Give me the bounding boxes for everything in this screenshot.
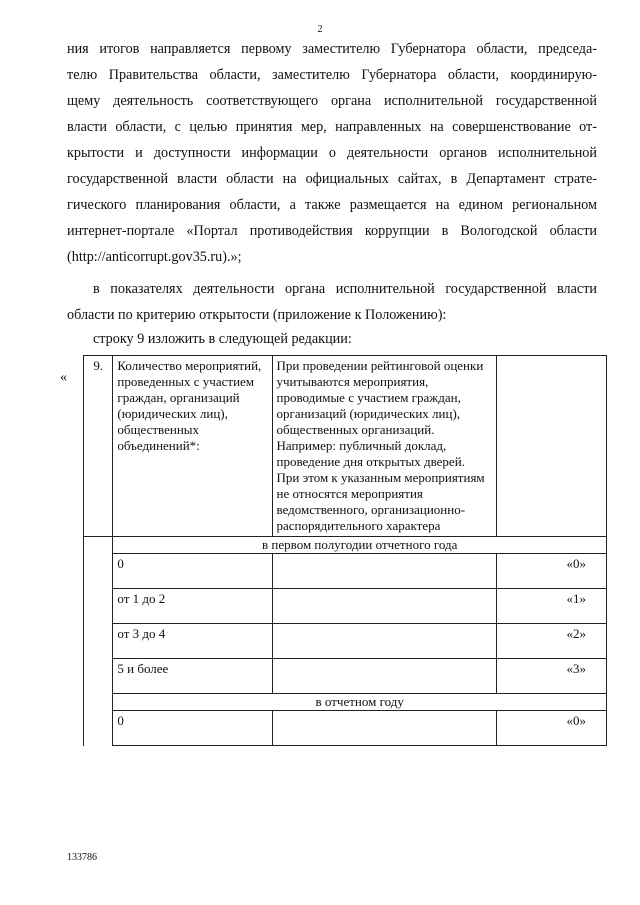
empty-number-cell — [84, 537, 113, 554]
table-section-row — [84, 537, 607, 554]
option-score: «1» — [496, 589, 607, 624]
text-line: крытости и доступности информации о деятельности органов исполнительной — [67, 145, 597, 161]
paragraph-report-results — [67, 36, 597, 270]
text-line: гического планирования области, а также размещается на едином региональном — [67, 197, 597, 213]
text-line: щему деятельность соответствующего органа исполнительной государственной — [67, 93, 597, 109]
description-text: При этом к указанным мероприятиям не относятся мероприятия ведомственного, организационно-распорядительного характера — [276, 470, 485, 533]
table-row — [84, 589, 607, 624]
indicator-name-cell: Количество мероприятий, проведенных с участием граждан, организаций (юридических лиц), общественных объединений*: — [113, 356, 272, 537]
empty-number-cell — [84, 589, 113, 624]
description-cell — [272, 356, 496, 537]
text-line: интернет-портале «Портал противодействия коррупции в Вологодской области — [67, 223, 597, 239]
page-number: 2 — [317, 24, 323, 35]
section-title: в первом полугодии отчетного года — [113, 537, 607, 554]
empty-number-cell — [84, 659, 113, 694]
table-row — [84, 711, 607, 746]
text-line: в показателях деятельности органа исполнительной государственной власти — [93, 281, 597, 297]
score-cell — [496, 356, 607, 537]
text-line: государственной власти области на официальных сайтах, в Департамент страте- — [67, 171, 597, 187]
table-row-main — [84, 356, 607, 537]
text-line: (http://anticorrupt.gov35.ru).»; — [67, 249, 242, 265]
option-empty — [272, 589, 496, 624]
text-line: строку 9 изложить в следующей редакции: — [93, 331, 352, 347]
option-empty — [272, 711, 496, 746]
opening-quote: « — [60, 370, 67, 385]
option-label: от 1 до 2 — [113, 589, 272, 624]
text-line: власти области, с целью принятия мер, направленных на совершенствование от- — [67, 119, 597, 135]
section-title: в отчетном году — [113, 694, 607, 711]
table-row — [84, 554, 607, 589]
table-section-row — [84, 694, 607, 711]
table-row — [84, 624, 607, 659]
empty-number-cell — [84, 711, 113, 746]
paragraph-row-9 — [67, 326, 597, 352]
option-score: «2» — [496, 624, 607, 659]
option-empty — [272, 659, 496, 694]
option-label: от 3 до 4 — [113, 624, 272, 659]
table-row — [84, 659, 607, 694]
paragraph-indicators — [67, 276, 597, 328]
empty-number-cell — [84, 554, 113, 589]
description-text: Например: публичный доклад, проведение дня открытых дверей. — [276, 438, 465, 469]
empty-number-cell — [84, 624, 113, 659]
row-number-cell: 9. — [84, 356, 113, 537]
option-empty — [272, 554, 496, 589]
empty-number-cell — [84, 694, 113, 711]
document-code: 133786 — [67, 852, 97, 863]
indicator-table — [83, 355, 607, 746]
description-text: При проведении рейтинговой оценки учитываются мероприятия, проводимые с участием граждан, организаций (юридических лиц), общественных организаций. — [276, 358, 484, 437]
text-line: области по критерию открытости (приложение к Положению): — [67, 307, 447, 323]
text-line: телю Правительства области, заместителю Губернатора области, координирую- — [67, 67, 597, 83]
option-label: 5 и более — [113, 659, 272, 694]
option-label: 0 — [113, 711, 272, 746]
text-line: ния итогов направляется первому заместителю Губернатора области, председа- — [67, 41, 597, 57]
option-score: «0» — [496, 554, 607, 589]
option-score: «3» — [496, 659, 607, 694]
option-score: «0» — [496, 711, 607, 746]
option-empty — [272, 624, 496, 659]
option-label: 0 — [113, 554, 272, 589]
